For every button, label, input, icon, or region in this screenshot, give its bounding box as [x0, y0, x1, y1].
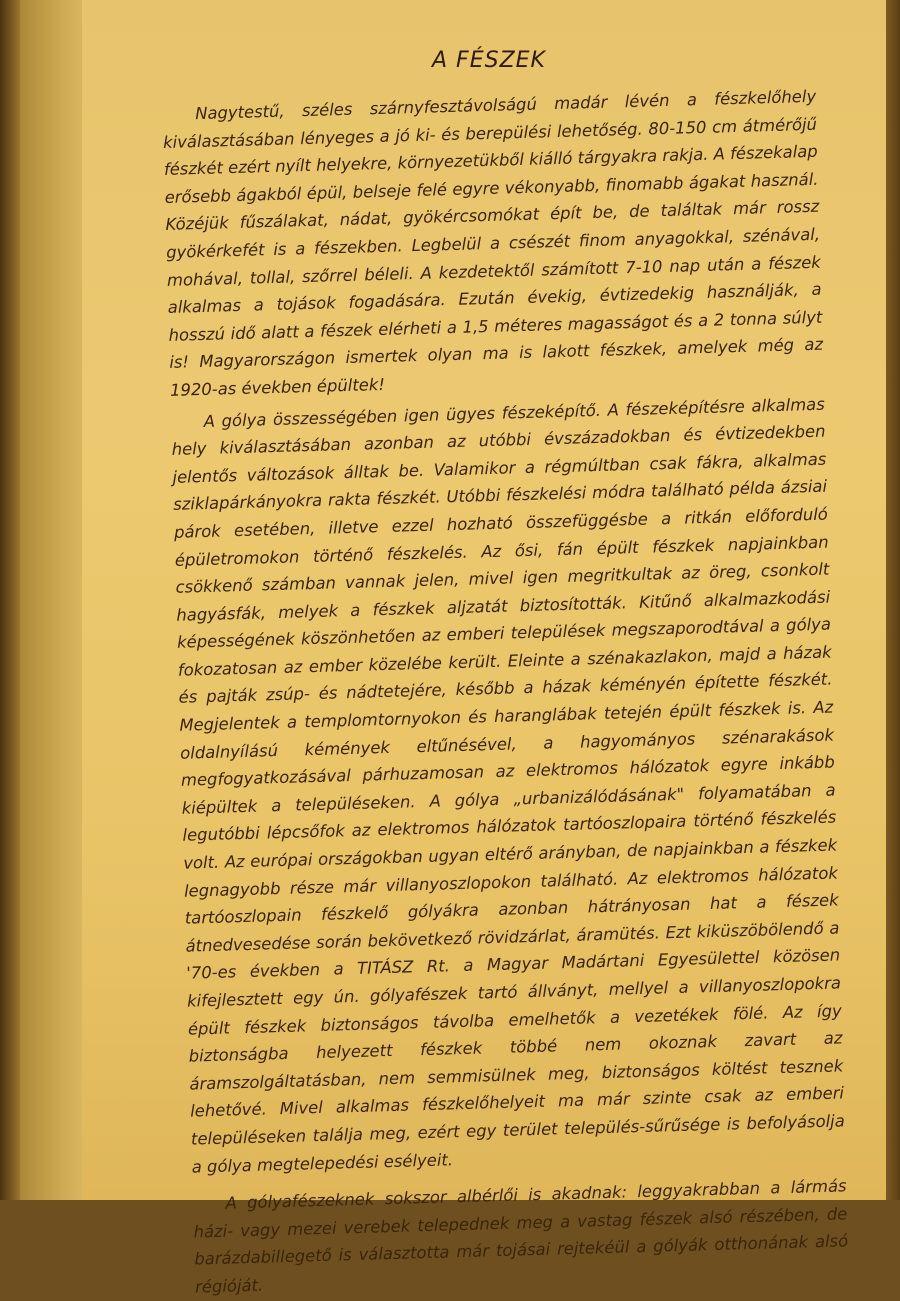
- paragraph-2: A gólya összességében igen ügyes fészeképítő. A fészeképítésre alkalmas hely kiválasztásában azonban az utóbbi évszázadokban és évtizedekben jelentős változások álltak be. Valamikor a régmúltban csak fákra, alkalmas sziklapárkányokra rakta fészkét. Utóbbi fészkelési módra található példa ázsiai párok esetében, illetve ezzel hozható összefüggésbe a ritkán előforduló épületromokon történő fészkelés. Az ősi, fán épült fészkek napjainkban csökkenő számban vannak jelen, mivel igen megritkultak az öreg, csonkolt hagyásfák, melyek a fészkek aljzatát biztosították. Kitűnő alkalmazkodási képességének köszönhetően az emberi települések megszaporodtával a gólya fokozatosan az ember közelébe került. Eleinte a szénakazlakon, majd a házak és pajták zsúp- és nádtetejére, később a házak kéményén építette fészkét. Megjelentek a templomtornyokon és haranglábak tetején épült fészkek is. Az oldalnyílású kémények eltűnésével, a hagyományos szénarakások megfogyatkozásával párhuzamosan az elektromos hálózatok egyre inkább kiépültek a településeken. A gólya „urbanizálódásának" folyamatában a legutóbbi lépcsőfok az elektromos hálózatok tartóoszlopaira történő fészkelés volt. Az európai országokban ugyan eltérő arányban, de napjainkban a fészkek legnagyobb része már villanyoszlopokon található. Az elektromos hálózatok tartóoszlopain fészkelő gólyákra azonban hátrányosan hat a fészek átnedvesedése során bekövetkező rövidzárlat, áramütés. Ezt kiküszöbölendő a '70-es években a TITÁSZ Rt. a Magyar Madártani Egyesülettel közösen kifejlesztett egy ún. gólyafészek tartó állványt, mellyel a villanyoszlopokra épült fészkek biztonságos távolba emelhetők a vezetékek fölé. Az így biztonságba helyezett fészkek többé nem okoznak zavart az áramszolgáltatásban, nem semmisülnek meg, biztonságos költést tesznek lehetővé. Mivel alkalmas fészkelőhelyeit ma már szinte csak az emberi településeken találja meg, ezért egy terület település-sűrűsége is befolyásolja a gólya megtelepedési esélyeit.: [171, 394, 846, 1177]
- right-background-frame: [886, 0, 900, 1200]
- article-body: [162, 83, 849, 1301]
- page-title: A FÉSZEK: [432, 48, 546, 73]
- paragraph-3: A gólyafészeknek sokszor albérlői is akadnak: leggyakrabban a lármás házi- vagy mezei verebek telepednek meg a vastag fészek alsó részében, de barázdabillegető is választotta már tojásai rejtekéül a gólyák otthonának alsó régióját.: [193, 1176, 849, 1297]
- left-background-frame: [0, 0, 20, 1200]
- paragraph-1: Nagytestű, széles szárnyfesztávolságú madár lévén a fészkelőhely kiválasztásában lényeges a jó ki- és berepülési lehetőség. 80-150 cm átmérőjű fészkét ezért nyílt helyekre, környezetükből kiálló tárgyakra rakja. A fészekalap erősebb ágakból épül, belseje felé egyre vékonyabb, finomabb ágakat használ. Közéjük fűszálakat, nádat, gyökércsomókat épít be, de találtak már rossz gyökérkefét is a fészekben. Legbelül a csészét finom anyagokkal, szénával, mohával, tollal, szőrrel béleli. A kezdetektől számított 7-10 nap után a fészek alkalmas a tojások fogadására. Ezután évekig, évtizedekig használják, a hosszú idő alatt a fészek elérheti a 1,5 méteres magasságot és a 2 tonna súlyt is! Magyarországon ismertek olyan ma is lakott fészkek, amelyek még az 1920-as években épültek!: [162, 86, 824, 400]
- book-page-edge: [20, 0, 82, 1200]
- book-page: [82, 0, 886, 1297]
